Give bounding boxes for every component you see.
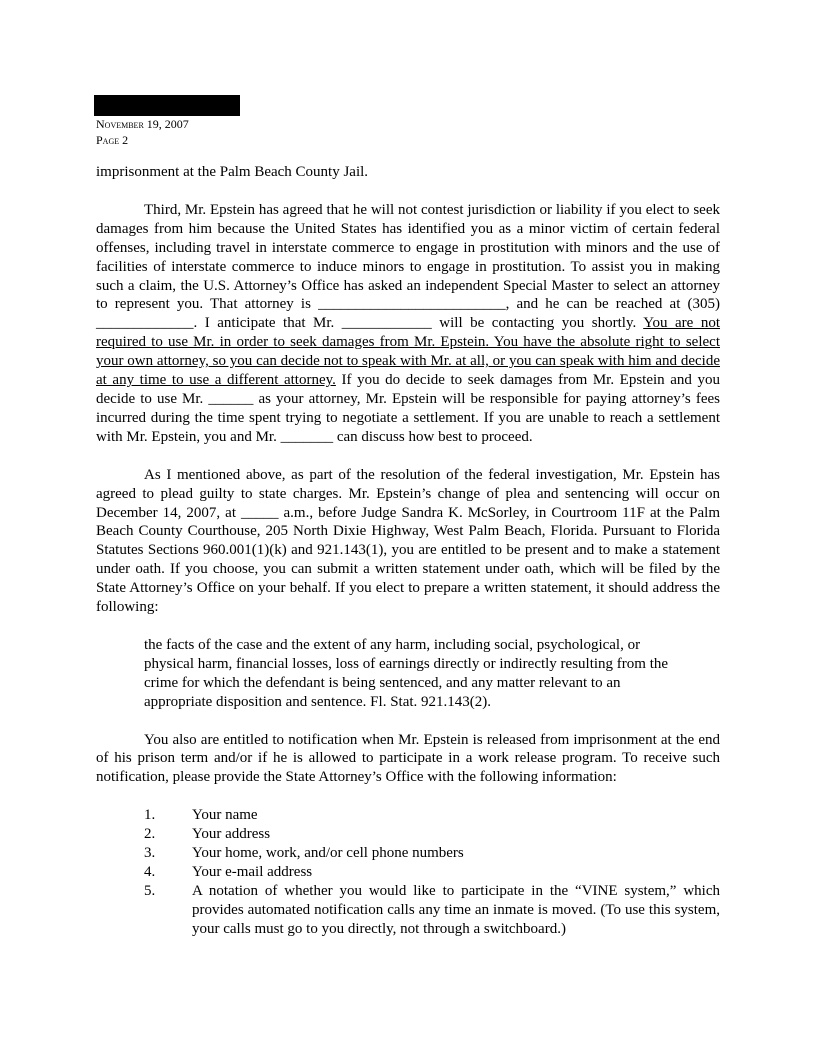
letter-body <box>96 163 720 939</box>
paragraph-notification: You also are entitled to notification when Mr. Epstein is released from imprisonment at the end of his prison term and/or if he is allowed to participate in a work release program. To receive such notification, please provide the State Attorney’s Office with the following information: <box>96 731 720 786</box>
list-text: Your home, work, and/or cell phone numbers <box>192 845 464 862</box>
header-page-number: Page 2 <box>96 133 129 147</box>
info-list <box>96 806 720 938</box>
paragraph-damages-text-end: If you do decide to seek damages from Mr. Epstein and you decide to use Mr. ______ as your attorney, Mr. Epstein will be responsible for paying attorney’s fees incurred during the time spent trying to negotiate a settlement. If you are unable to reach a settlement with Mr. Epstein, you and Mr. _______ can discuss how best to proceed. <box>96 372 721 445</box>
list-text: Your e-mail address <box>192 864 313 880</box>
list-text: A notation of whether you would like to participate in the “VINE system,” which provides automated notification calls any time an inmate is moved. (To use this system, your calls must go to you directly, not through a switchboard.) <box>192 882 720 937</box>
list-number: 3. <box>144 845 156 862</box>
list-item <box>96 882 720 939</box>
paragraph-plea: As I mentioned above, as part of the resolution of the federal investigation, Mr. Epstein has agreed to plead guilty to state charges. Mr. Epstein’s change of plea and sentencing will occur on December 14, 2007, at _____ a.m., before Judge Sandra K. McSorley, in Courtroom 11F at the Palm Beach County Courthouse, 205 North Dixie Highway, West Palm Beach, Florida. Pursuant to Florida Statutes Sections 960.001(1)(k) and 921.143(1), you are entitled to be present and to make a statement under oath. If you choose, you can submit a written statement under oath, which will be filed by the State Attorney’s Office on your behalf. If you elect to prepare a written statement, it should address the following: <box>96 466 720 616</box>
page-header <box>96 116 189 148</box>
list-item <box>96 844 720 863</box>
list-number: 2. <box>144 826 156 843</box>
redaction-block <box>94 95 240 116</box>
list-text: Your address <box>192 826 271 843</box>
list-text: Your name <box>192 807 258 824</box>
header-date: November 19, 2007 <box>96 117 189 131</box>
paragraph-damages-underlined: You are not required to use Mr. in order to seek damages from Mr. Epstein. You have the absolute right to select your own attorney, so you can decide not to speak with Mr. at all, or you can speak with him and decide at any time to use a different attorney. <box>96 315 721 389</box>
block-quote: the facts of the case and the extent of any harm, including social, psychological, or physical harm, financial losses, loss of earnings directly or indirectly resulting from the crime for which the defendant is being sentenced, and any matter relevant to an appropriate disposition and sentence. Fl. Stat. 921.143(2). <box>144 636 669 710</box>
paragraph-damages-text: Third, Mr. Epstein has agreed that he will not contest jurisdiction or liability if you elect to seek damages from him because the United States has identified you as a minor victim of certain federal offenses, including travel in interstate commerce to engage in prostitution with minors and the use of facilities of interstate commerce to induce minors to engage in prostitution. To assist you in making such a claim, the U.S. Attorney’s Office has asked an independent Special Master to select an attorney to represent you. That attorney is _________________________, and he can be reached at (305) _____________. I anticipate that Mr. ____________ will be contacting you shortly. <box>96 201 720 332</box>
list-item <box>96 863 720 882</box>
list-number: 4. <box>144 864 156 880</box>
list-item <box>96 825 720 844</box>
paragraph-damages <box>96 201 720 447</box>
list-item <box>96 806 720 825</box>
list-number: 5. <box>144 882 156 899</box>
list-number: 1. <box>144 807 156 824</box>
paragraph-continued: imprisonment at the Palm Beach County Jail. <box>96 164 369 180</box>
